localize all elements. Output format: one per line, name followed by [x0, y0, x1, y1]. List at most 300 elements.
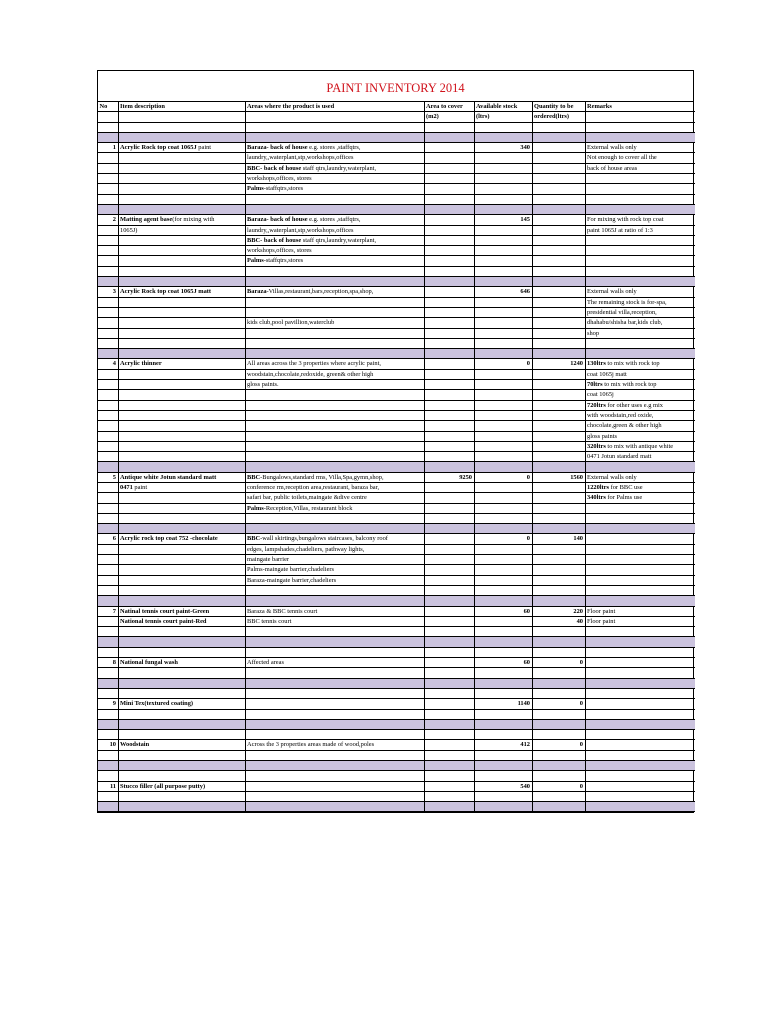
cell-item [118, 235, 245, 245]
blank-row [98, 791, 695, 801]
cell-area-to-cover [424, 225, 474, 235]
table-row [98, 781, 695, 791]
cell-remarks [585, 699, 695, 709]
cell-remarks [585, 462, 695, 472]
cell-text: External walls only [587, 144, 637, 152]
cell-areas [245, 318, 424, 328]
cell-area-to-cover [424, 194, 474, 204]
cell-available-stock [474, 246, 532, 256]
cell-area-to-cover [424, 163, 474, 173]
cell-area-to-cover [424, 555, 474, 565]
cell-available-stock [474, 235, 532, 245]
cell-no [98, 246, 118, 256]
cell-areas [245, 616, 424, 626]
cell-text: (for mixing with [172, 216, 215, 224]
cell-quantity [532, 585, 585, 595]
cell-remarks [585, 750, 695, 760]
cell-quantity [532, 482, 585, 492]
cell-item [118, 225, 245, 235]
cell-areas [245, 277, 424, 287]
cell-remarks [585, 163, 695, 173]
blank-row [98, 668, 695, 678]
cell-quantity: 220 [532, 606, 585, 616]
cell-area-to-cover [424, 143, 474, 153]
cell-remarks [585, 235, 695, 245]
cell-available-stock [474, 462, 532, 472]
cell-remarks [585, 472, 695, 482]
cell-quantity [532, 204, 585, 214]
cell-areas [245, 349, 424, 359]
cell-no: 5 [98, 472, 118, 482]
cell-area-to-cover [424, 328, 474, 338]
cell-no [98, 524, 118, 534]
cell-remarks [585, 781, 695, 791]
cell-remarks [585, 791, 695, 801]
cell-no [98, 750, 118, 760]
cell-area-to-cover [424, 791, 474, 801]
cell-areas [245, 390, 424, 400]
cell-item [118, 431, 245, 441]
cell-item [118, 400, 245, 410]
cell-areas [245, 740, 424, 750]
cell-areas [245, 153, 424, 163]
cell-area-to-cover [424, 524, 474, 534]
cell-available-stock [474, 225, 532, 235]
cell-remarks [585, 307, 695, 317]
cell-remarks [585, 421, 695, 431]
cell-remarks [585, 709, 695, 719]
cell-text: Palms [247, 185, 264, 193]
cell-text: Palms [247, 257, 264, 265]
cell-areas [245, 472, 424, 482]
cell-remarks [585, 215, 695, 225]
cell-remarks [585, 658, 695, 668]
cell-remarks [585, 771, 695, 781]
cell-no [98, 441, 118, 451]
cell-available-stock [474, 596, 532, 606]
cell-no [98, 482, 118, 492]
cell-quantity [532, 318, 585, 328]
cell-available-stock: 540 [474, 781, 532, 791]
sheet-title: PAINT INVENTORY 2014 [98, 71, 693, 102]
cell-no [98, 791, 118, 801]
cell-areas [245, 143, 424, 153]
cell-area-to-cover [424, 122, 474, 132]
cell-remarks [585, 256, 695, 266]
header-remarks: Remarks [585, 102, 695, 112]
cell-no: 1 [98, 143, 118, 153]
cell-quantity [532, 328, 585, 338]
table-row [98, 369, 695, 379]
cell-quantity [532, 575, 585, 585]
cell-text: Antique white Jotun standard matt [120, 473, 217, 481]
cell-quantity [532, 390, 585, 400]
cell-areas [245, 359, 424, 369]
cell-remarks [585, 174, 695, 184]
cell-available-stock [474, 410, 532, 420]
blank-row [98, 688, 695, 698]
cell-text: woodstain,chocolate,redoxide, green& other high [247, 370, 374, 378]
cell-available-stock [474, 307, 532, 317]
cell-text: Palms-maingate barrier,chadeliers [247, 566, 335, 574]
cell-area-to-cover [424, 802, 474, 812]
cell-text: BBC tennis court [247, 617, 292, 625]
cell-item [118, 174, 245, 184]
cell-area-to-cover [424, 462, 474, 472]
cell-quantity [532, 225, 585, 235]
cell-area-to-cover [424, 513, 474, 523]
header-available-stock-unit: (ltrs) [474, 112, 532, 122]
cell-item [118, 143, 245, 153]
cell-quantity [532, 380, 585, 390]
cell-remarks [585, 194, 695, 204]
cell-item [118, 740, 245, 750]
cell-area-to-cover [424, 761, 474, 771]
cell-area-to-cover [424, 153, 474, 163]
cell-item [118, 482, 245, 492]
cell-no [98, 678, 118, 688]
cell-available-stock [474, 318, 532, 328]
inventory-table [98, 102, 695, 812]
blank-row [98, 709, 695, 719]
cell-quantity [532, 194, 585, 204]
blank-row [98, 771, 695, 781]
cell-area-to-cover [424, 771, 474, 781]
cell-no [98, 688, 118, 698]
cell-no [98, 132, 118, 142]
blank-row [98, 513, 695, 523]
cell-quantity [532, 184, 585, 194]
cell-text: 130ltrs [587, 360, 606, 368]
cell-available-stock [474, 513, 532, 523]
table-row [98, 225, 695, 235]
cell-available-stock [474, 771, 532, 781]
table-row [98, 307, 695, 317]
cell-areas [245, 338, 424, 348]
cell-remarks [585, 359, 695, 369]
cell-areas [245, 555, 424, 565]
cell-areas [245, 647, 424, 657]
cell-areas [245, 441, 424, 451]
cell-available-stock [474, 369, 532, 379]
cell-area-to-cover [424, 369, 474, 379]
cell-remarks [585, 369, 695, 379]
cell-item [118, 709, 245, 719]
cell-area-to-cover [424, 452, 474, 462]
cell-text: chocolate,green & other high [587, 422, 662, 430]
cell-area-to-cover [424, 349, 474, 359]
cell-item [118, 380, 245, 390]
cell-text: BBC- back of house [247, 164, 302, 172]
cell-remarks [585, 513, 695, 523]
cell-text: 720ltrs [587, 401, 606, 409]
cell-item [118, 122, 245, 132]
blank-row [98, 585, 695, 595]
cell-item [118, 771, 245, 781]
cell-quantity [532, 266, 585, 276]
cell-text: Affected areas [247, 659, 284, 667]
cell-no: 11 [98, 781, 118, 791]
cell-remarks [585, 287, 695, 297]
cell-text: -Reception,Villas, restaurant block [263, 504, 353, 512]
cell-remarks [585, 503, 695, 513]
cell-remarks [585, 431, 695, 441]
cell-quantity: 0 [532, 658, 585, 668]
cell-areas [245, 194, 424, 204]
cell-available-stock [474, 421, 532, 431]
cell-text: paint [132, 483, 148, 491]
cell-no [98, 307, 118, 317]
cell-quantity [532, 369, 585, 379]
blank-row [98, 266, 695, 276]
cell-no [98, 462, 118, 472]
cell-areas [245, 719, 424, 729]
cell-area-to-cover [424, 307, 474, 317]
cell-areas [245, 627, 424, 637]
cell-text: gloss paints. [247, 381, 279, 389]
cell-areas [245, 761, 424, 771]
cell-remarks [585, 400, 695, 410]
cell-quantity [532, 452, 585, 462]
cell-text: National fungal wash [120, 659, 178, 667]
cell-available-stock: 0 [474, 534, 532, 544]
cell-available-stock: 1140 [474, 699, 532, 709]
cell-available-stock [474, 297, 532, 307]
cell-quantity: 140 [532, 534, 585, 544]
cell-quantity [532, 513, 585, 523]
table-row [98, 575, 695, 585]
cell-text: kids club,pool pavillion,waterclub [247, 319, 335, 327]
cell-remarks [585, 122, 695, 132]
cell-no [98, 390, 118, 400]
cell-text: -wall skirtings,bungalows staircases, balcony roof [260, 535, 388, 543]
cell-no [98, 184, 118, 194]
cell-areas [245, 771, 424, 781]
cell-areas [245, 452, 424, 462]
cell-item [118, 163, 245, 173]
cell-areas [245, 174, 424, 184]
cell-area-to-cover [424, 204, 474, 214]
cell-text: For mixing with rock top coat [587, 216, 664, 224]
cell-area-to-cover [424, 616, 474, 626]
cell-item [118, 215, 245, 225]
cell-quantity [532, 215, 585, 225]
cell-area-to-cover: 9250 [424, 472, 474, 482]
table-row [98, 544, 695, 554]
cell-area-to-cover [424, 359, 474, 369]
cell-text: Acrylic Rock top coat 1065J matt [120, 288, 212, 296]
cell-remarks [585, 647, 695, 657]
cell-areas [245, 699, 424, 709]
table-row [98, 410, 695, 420]
cell-item [118, 204, 245, 214]
cell-item [118, 328, 245, 338]
header-cell [585, 112, 695, 122]
cell-areas [245, 122, 424, 132]
cell-text: 1065J) [120, 226, 138, 234]
cell-text: Acrylic Rock top coat 1065J [120, 144, 197, 152]
table-row [98, 421, 695, 431]
cell-remarks [585, 678, 695, 688]
cell-item [118, 761, 245, 771]
table-row [98, 452, 695, 462]
cell-area-to-cover [424, 287, 474, 297]
cell-remarks [585, 730, 695, 740]
cell-no [98, 596, 118, 606]
cell-text: Not enough to cover all the [587, 154, 657, 162]
cell-quantity [532, 410, 585, 420]
cell-text: 1220ltrs [587, 483, 610, 491]
cell-no [98, 637, 118, 647]
cell-quantity [532, 143, 585, 153]
cell-area-to-cover [424, 338, 474, 348]
cell-quantity [532, 349, 585, 359]
cell-no [98, 421, 118, 431]
cell-item [118, 462, 245, 472]
cell-areas [245, 791, 424, 801]
cell-remarks [585, 143, 695, 153]
cell-available-stock [474, 163, 532, 173]
cell-quantity: 1240 [532, 359, 585, 369]
table-row [98, 493, 695, 503]
cell-area-to-cover [424, 740, 474, 750]
cell-remarks [585, 524, 695, 534]
cell-areas [245, 637, 424, 647]
header-area-to-cover [424, 102, 474, 112]
table-row [98, 534, 695, 544]
cell-quantity [532, 730, 585, 740]
cell-area-to-cover [424, 688, 474, 698]
cell-remarks [585, 184, 695, 194]
cell-text: Stucco filler (all purpose putty) [120, 782, 206, 790]
cell-quantity [532, 277, 585, 287]
cell-area-to-cover [424, 266, 474, 276]
cell-text: National tennis court paint-Red [120, 617, 207, 625]
cell-item [118, 585, 245, 595]
cell-quantity [532, 719, 585, 729]
cell-item [118, 781, 245, 791]
cell-area-to-cover [424, 235, 474, 245]
cell-area-to-cover [424, 647, 474, 657]
cell-areas [245, 750, 424, 760]
cell-text: e.g. stores ,staffqtrs, [307, 216, 361, 224]
cell-area-to-cover [424, 565, 474, 575]
cell-item [118, 544, 245, 554]
cell-text: Across the 3 properties areas made of wood,poles [247, 741, 375, 749]
cell-remarks [585, 410, 695, 420]
cell-text: -staffqtrs,stores [263, 257, 304, 265]
cell-areas [245, 524, 424, 534]
separator-row [98, 132, 695, 142]
cell-available-stock [474, 544, 532, 554]
cell-quantity [532, 256, 585, 266]
cell-quantity [532, 668, 585, 678]
cell-area-to-cover [424, 482, 474, 492]
cell-remarks [585, 246, 695, 256]
cell-text: back of house areas [587, 164, 638, 172]
cell-area-to-cover [424, 575, 474, 585]
cell-remarks [585, 153, 695, 163]
cell-areas [245, 400, 424, 410]
cell-no [98, 277, 118, 287]
cell-no [98, 503, 118, 513]
cell-item [118, 132, 245, 142]
header-quantity-unit: ordered(ltrs) [532, 112, 585, 122]
separator-row [98, 524, 695, 534]
cell-text: 0471 Jotun standard matt [587, 453, 652, 461]
cell-quantity [532, 802, 585, 812]
cell-available-stock [474, 627, 532, 637]
cell-text: staff qtrs,laundry,waterplant, [301, 236, 377, 244]
cell-text: 0471 [120, 483, 133, 491]
cell-item [118, 565, 245, 575]
cell-no [98, 771, 118, 781]
cell-text: Baraza-maingate barrier,chadeliers [247, 576, 337, 584]
header-available-stock [474, 102, 532, 112]
table-row [98, 256, 695, 266]
cell-area-to-cover [424, 431, 474, 441]
cell-areas [245, 503, 424, 513]
cell-item [118, 359, 245, 369]
separator-row [98, 719, 695, 729]
cell-item [118, 318, 245, 328]
cell-available-stock [474, 585, 532, 595]
separator-row [98, 678, 695, 688]
cell-available-stock [474, 194, 532, 204]
cell-item [118, 627, 245, 637]
header-available-stock-line1: Available stock [476, 103, 518, 110]
cell-quantity [532, 431, 585, 441]
cell-areas [245, 328, 424, 338]
cell-quantity [532, 761, 585, 771]
cell-areas [245, 410, 424, 420]
cell-quantity: 0 [532, 699, 585, 709]
cell-available-stock [474, 184, 532, 194]
cell-item [118, 750, 245, 760]
cell-item [118, 338, 245, 348]
cell-no: 10 [98, 740, 118, 750]
cell-item [118, 493, 245, 503]
cell-no [98, 349, 118, 359]
cell-text: workshops,offices, stores [247, 247, 312, 255]
cell-area-to-cover [424, 596, 474, 606]
cell-remarks [585, 204, 695, 214]
inventory-sheet [97, 70, 694, 813]
cell-quantity [532, 297, 585, 307]
cell-area-to-cover [424, 380, 474, 390]
cell-no: 3 [98, 287, 118, 297]
cell-text: for BBC use [609, 483, 643, 491]
cell-areas [245, 307, 424, 317]
cell-areas [245, 225, 424, 235]
cell-available-stock [474, 524, 532, 534]
cell-remarks [585, 534, 695, 544]
cell-areas [245, 658, 424, 668]
table-row [98, 174, 695, 184]
cell-area-to-cover [424, 678, 474, 688]
cell-quantity [532, 627, 585, 637]
cell-available-stock [474, 338, 532, 348]
header-area-to-cover-unit: (m2) [424, 112, 474, 122]
table-row [98, 297, 695, 307]
cell-available-stock [474, 503, 532, 513]
cell-no [98, 163, 118, 173]
cell-no: 6 [98, 534, 118, 544]
cell-quantity: 0 [532, 781, 585, 791]
cell-quantity [532, 750, 585, 760]
cell-item [118, 194, 245, 204]
cell-quantity [532, 503, 585, 513]
